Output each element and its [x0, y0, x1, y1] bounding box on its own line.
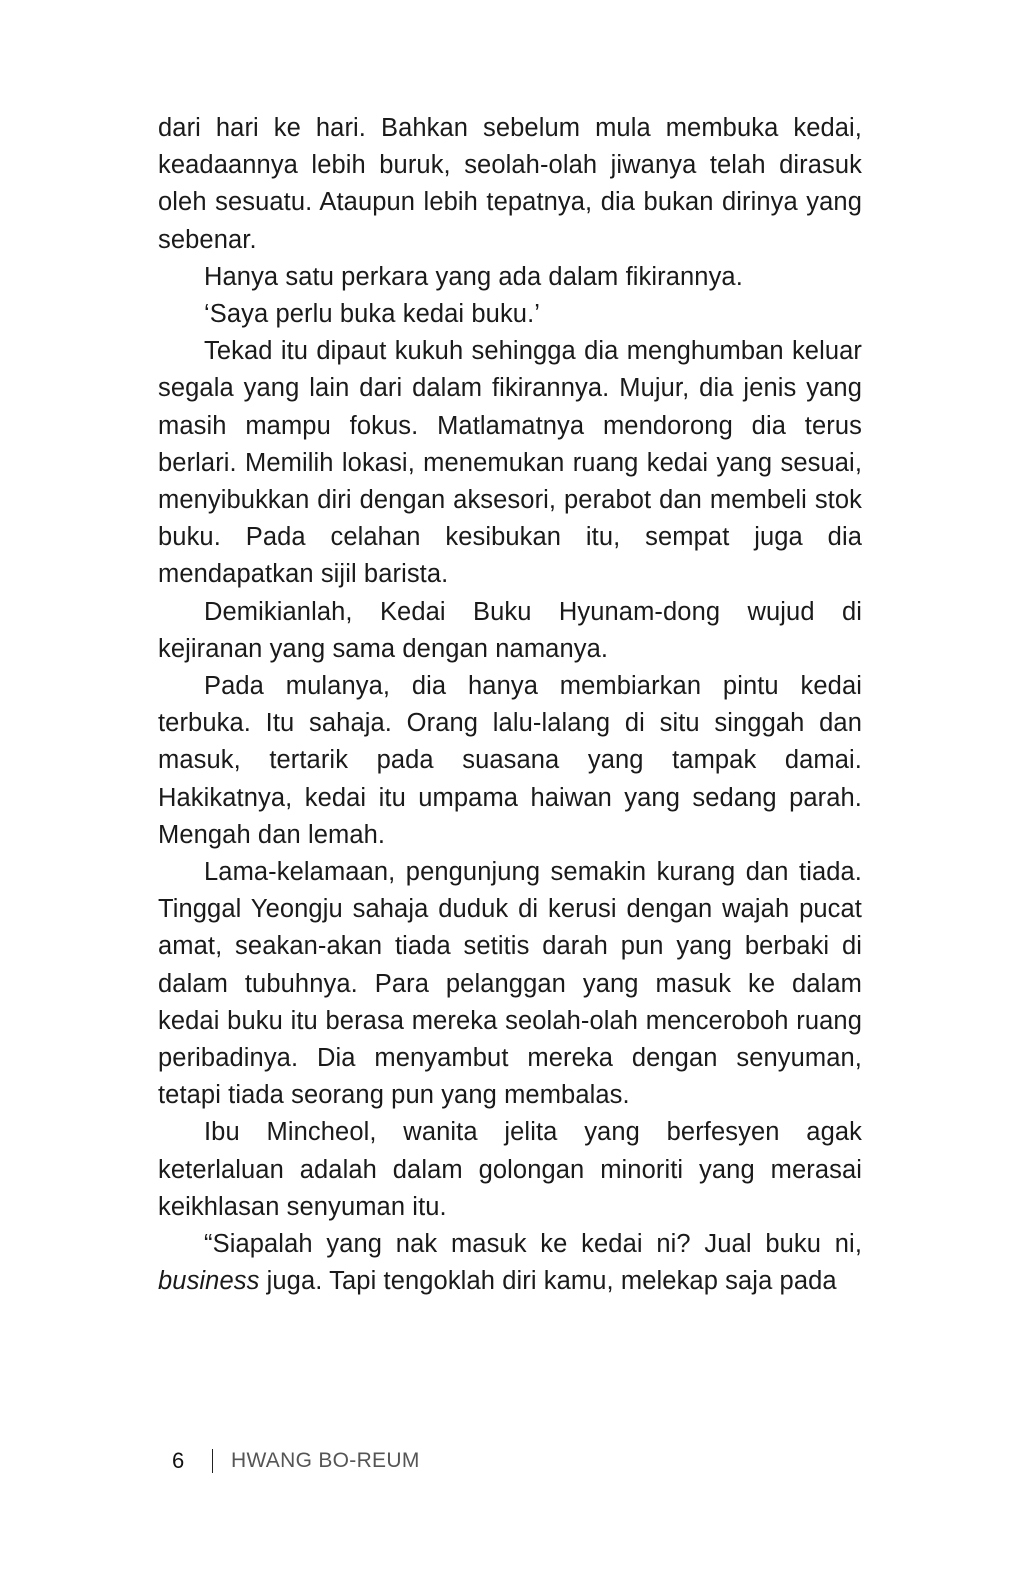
paragraph: Hanya satu perkara yang ada dalam fikirannya.: [204, 262, 743, 291]
page-number: 6: [172, 1448, 185, 1473]
dialogue-text: “Siapalah yang nak masuk ke kedai ni? Jual buku ni,: [204, 1230, 862, 1259]
footer-divider: [212, 1449, 213, 1473]
page-footer: [172, 1448, 420, 1474]
italic-word: business: [158, 1267, 260, 1296]
paragraph: Pada mulanya, dia hanya membiarkan pintu kedai terbuka. Itu sahaja. Orang lalu-lalang di situ singgah dan masuk, tertarik pada suasana yang tampak damai. Hakikatnya, kedai itu umpama haiwan yang sedang parah. Mengah dan lemah.: [158, 672, 862, 849]
body-text: [158, 110, 862, 1301]
paragraph-continuation: dari hari ke hari. Bahkan sebelum mula membuka kedai, keadaannya lebih buruk, seolah-olah jiwanya telah dirasuk oleh sesuatu. Ataupun lebih tepatnya, dia bukan dirinya yang sebenar.: [158, 114, 862, 254]
paragraph-dialogue: [158, 1226, 862, 1300]
paragraph: Demikianlah, Kedai Buku Hyunam-dong wujud di kejiranan yang sama dengan namanya.: [158, 597, 862, 663]
paragraph: Ibu Mincheol, wanita jelita yang berfesyen agak keterlaluan adalah dalam golongan minoriti yang merasai keikhlasan senyuman itu.: [158, 1118, 862, 1221]
paragraph: Tekad itu dipaut kukuh sehingga dia menghumban keluar segala yang lain dari dalam fikirannya. Mujur, dia jenis yang masih mampu fokus. Matlamatnya mendorong dia terus berlari. Memilih lokasi, menemukan ruang kedai yang sesuai, menyibukkan diri dengan aksesori, perabot dan membeli stok buku. Pada celahan kesibukan itu, sempat juga dia mendapatkan sijil barista.: [158, 337, 862, 589]
author-running-head: HWANG BO-REUM: [231, 1449, 420, 1472]
paragraph-quote: ‘Saya perlu buka kedai buku.’: [204, 300, 541, 329]
dialogue-text-continued: juga. Tapi tengoklah diri kamu, melekap saja pada: [259, 1267, 837, 1296]
paragraph: Lama-kelamaan, pengunjung semakin kurang dan tiada. Tinggal Yeongju sahaja duduk di kerusi dengan wajah pucat amat, seakan-akan tiada setitis darah pun yang berbaki di dalam tubuhnya. Para pelanggan yang masuk ke dalam kedai buku itu berasa mereka seolah-olah menceroboh ruang peribadinya. Dia menyambut mereka dengan senyuman, tetapi tiada seorang pun yang membalas.: [158, 858, 862, 1110]
